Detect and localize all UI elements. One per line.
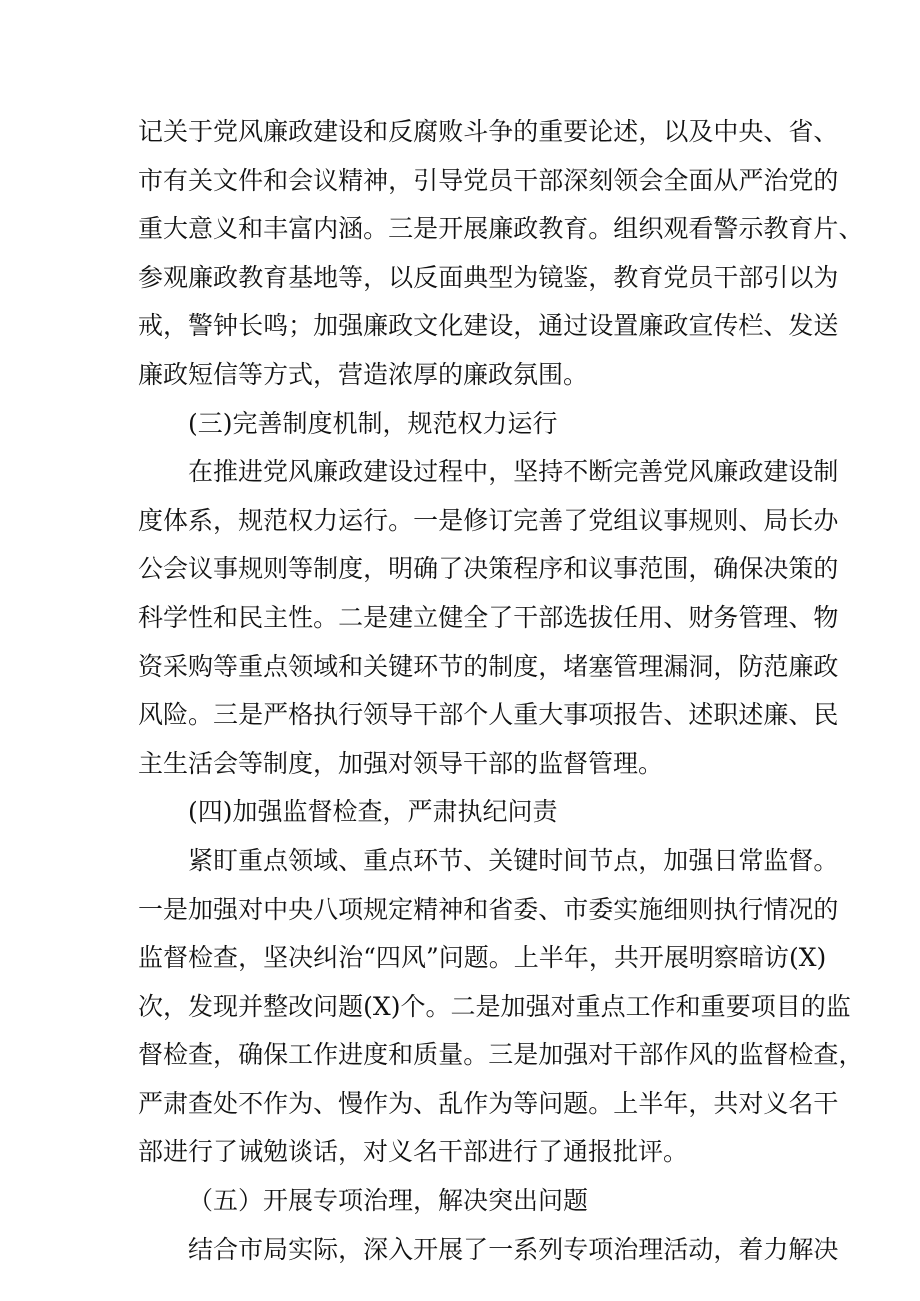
text-line: 度 体 系 ， 规 范 权 力 运 行 。 一 是 修 订 完 善 了 党 组 议 事 规 则 、 局 长 办	[138, 505, 839, 535]
text-line: 次 ， 发 现 并 整 改 问 题 ( X ) 个 。 二 是 加 强 对 重 点 工 作 和 重 要 项 目 的 监	[138, 991, 851, 1021]
text-line: 严 肃 查 处 不 作 为 、 慢 作 为 、 乱 作 为 等 问 题 。 上 半 年 ， 共 对 义 名 干	[138, 1088, 839, 1118]
section-heading: (四)加强监督检查，严肃执纪问责	[188, 797, 558, 827]
text-line: 公 会 议 事 规 则 等 制 度 ， 明 确 了 决 策 程 序 和 议 事 范 围 ， 确 保 决 策 的	[138, 554, 839, 584]
text-line: 紧 盯 重 点 领 域 、 重 点 环 节 、 关 键 时 间 节 点 ， 加 强 日 常 监 督 。	[188, 845, 839, 875]
text-line: 一 是 加 强 对 中 央 八 项 规 定 精 神 和 省 委 、 市 委 实 施 细 则 执 行 情 况 的	[138, 894, 839, 924]
text-line: 市 有 关 文 件 和 会 议 精 神 ， 引 导 党 员 干 部 深 刻 领 会 全 面 从 严 治 党 的	[138, 165, 839, 195]
text-line: 戒 ， 警 钟 长 鸣 ； 加 强 廉 政 文 化 建 设 ， 通 过 设 置 廉 政 宣 传 栏 、 发 送	[138, 311, 839, 341]
text-line: 风 险 。 三 是 严 格 执 行 领 导 干 部 个 人 重 大 事 项 报 告 、 述 职 述 廉 、 民	[138, 700, 839, 730]
text-line: 廉政短信等方式，营造浓厚的廉政氛围。	[138, 359, 589, 389]
text-line: 参 观 廉 政 教 育 基 地 等 ， 以 反 面 典 型 为 镜 鉴 ， 教 育 党 员 干 部 引 以 为	[138, 262, 839, 292]
text-line: 在 推 进 党 风 廉 政 建 设 过 程 中 ， 坚 持 不 断 完 善 党 风 廉 政 建 设 制	[188, 457, 839, 487]
text-line: 督 检 查 ， 确 保 工 作 进 度 和 质 量 。 三 是 加 强 对 干 部 作 风 的 监 督 检 查 ，	[138, 1040, 864, 1070]
text-line: 科 学 性 和 民 主 性 。 二 是 建 立 健 全 了 干 部 选 拔 任 用 、 财 务 管 理 、 物	[138, 602, 839, 632]
text-line: 监 督 检 查 ， 坚 决 纠 治 “ 四 风 ” 问 题 。 上 半 年 ， 共 开 展 明 察 暗 访 ( X )	[138, 943, 827, 973]
text-line: 重 大 意 义 和 丰 富 内 涵 。 三 是 开 展 廉 政 教 育 。 组 织 观 看 警 示 教 育 片 、	[138, 214, 864, 244]
document-body-text	[138, 108, 864, 1274]
text-line: 记 关 于 党 风 廉 政 建 设 和 反 腐 败 斗 争 的 重 要 论 述 ， 以 及 中 央 、 省 、	[138, 117, 839, 146]
text-line: 部进行了诫勉谈话，对义名干部进行了通报批评。	[138, 1137, 689, 1167]
section-heading: (三)完善制度机制，规范权力运行	[188, 408, 558, 438]
text-line: 结 合 市 局 实 际 ， 深 入 开 展 了 一 系 列 专 项 治 理 活 动 ， 着 力 解 决	[188, 1234, 839, 1264]
text-line: 主生活会等制度，加强对领导干部的监督管理。	[138, 748, 664, 778]
section-heading: （五）开展专项治理，解决突出问题	[188, 1186, 589, 1216]
text-line: 资 采 购 等 重 点 领 域 和 关 键 环 节 的 制 度 ， 堵 塞 管 理 漏 洞 ， 防 范 廉 政	[138, 651, 839, 681]
